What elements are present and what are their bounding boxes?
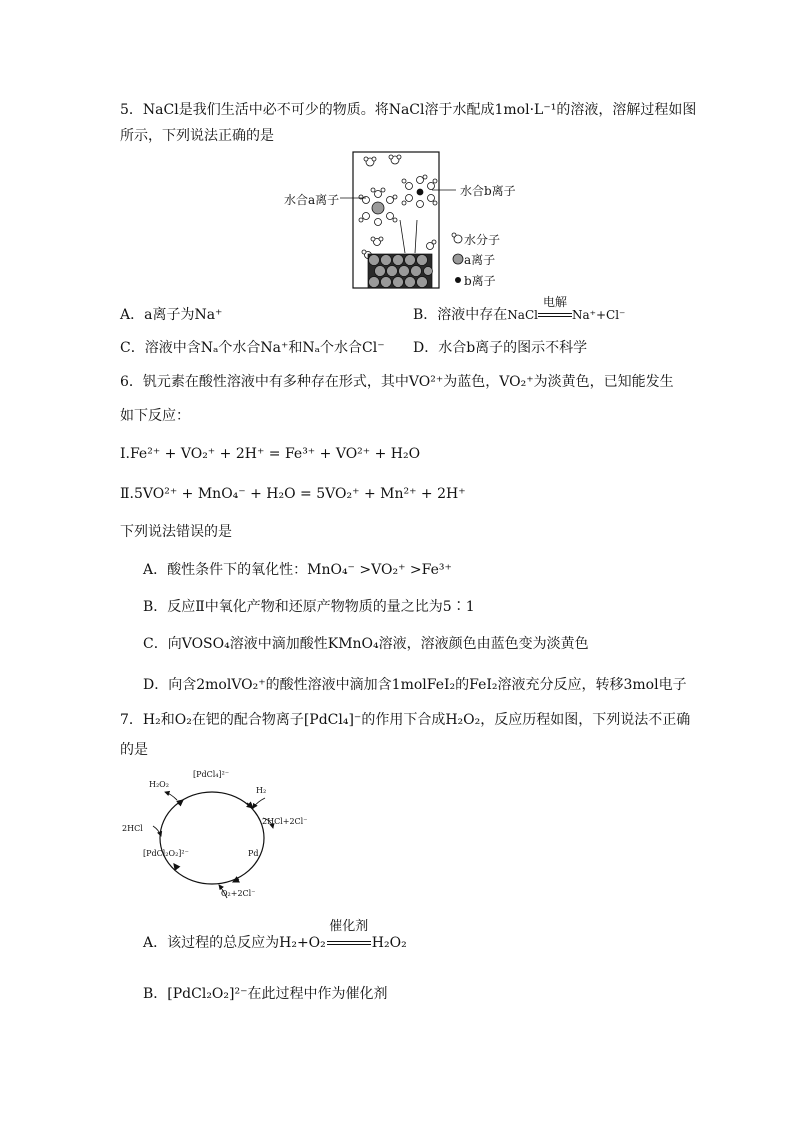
cycle-ring bbox=[160, 792, 264, 884]
q7-stem-line1: 7．H₂和O₂在钯的配合物离子[PdCl₄]⁻的作用下合成H₂O₂，反应历程如图，下列说法不正确 bbox=[120, 712, 691, 728]
legend-a-icon bbox=[453, 254, 463, 264]
q5-option-d: D．水合b离子的图示不科学 bbox=[413, 340, 588, 356]
q6-option-a: A．酸性条件下的氧化性：MnO₄⁻ >VO₂⁺ >Fe³⁺ bbox=[143, 562, 452, 578]
q7-eq-right: H₂O₂ bbox=[371, 935, 407, 951]
branch-h2-in bbox=[253, 798, 265, 808]
q6-reaction-2: Ⅱ.5VO²⁺ + MnO₄⁻ + H₂O = 5VO₂⁺ + Mn²⁺ + 2H⁺ bbox=[120, 486, 466, 502]
cycle-pd: Pd bbox=[248, 849, 259, 858]
q7-option-a bbox=[143, 919, 407, 953]
legend-b-icon bbox=[455, 277, 461, 283]
cycle-hcl-left: 2HCl bbox=[122, 824, 143, 833]
q5-eq-condition: 电解 bbox=[542, 295, 567, 309]
q7-eq-condition: 催化剂 bbox=[329, 919, 369, 934]
cycle-h2o2: H₂O₂ bbox=[149, 780, 169, 789]
q5-option-c: C．溶液中含Nₐ个水合Na⁺和Nₐ个水合Cl⁻ bbox=[120, 340, 385, 356]
legend-water-icon bbox=[452, 233, 462, 243]
q6-option-d: D．向含2molVO₂⁺的酸性溶液中滴加含1molFeI₂的FeI₂溶液充分反应，转移3mol电子 bbox=[143, 677, 687, 693]
q5-option-b-prefix: B．溶液中存在 bbox=[413, 307, 508, 323]
q5-option-b bbox=[413, 295, 626, 325]
q6-option-c: C．向VOSO₄溶液中滴加酸性KMnO₄溶液，溶液颜色由蓝色变为淡黄色 bbox=[143, 636, 589, 652]
q6-reaction-1: Ⅰ.Fe²⁺ + VO₂⁺ + 2H⁺ = Fe³⁺ + VO²⁺ + H₂O bbox=[120, 446, 421, 462]
q5-eq-left: NaCl bbox=[507, 308, 538, 322]
q6-stem-line2: 如下反应： bbox=[120, 408, 190, 424]
q6-stem-line1: 6．钒元素在酸性溶液中有多种存在形式，其中VO²⁺为蓝色，VO₂⁺为淡黄色，已知能发生 bbox=[120, 374, 674, 390]
q6-question: 下列说法错误的是 bbox=[120, 524, 232, 540]
legend-water: 水分子 bbox=[464, 233, 501, 247]
ring-arrow-bottom-left bbox=[174, 864, 177, 868]
crystal-lattice bbox=[368, 254, 433, 288]
cycle-hcl-right: 2HCl+2Cl⁻ bbox=[262, 817, 308, 826]
catalytic-cycle-diagram bbox=[115, 768, 330, 903]
q7-option-b: B．[PdCl₂O₂]²⁻在此过程中作为催化剂 bbox=[143, 986, 388, 1002]
label-hydrated-b: 水合b离子 bbox=[460, 184, 516, 198]
cycle-pdcl4: [PdCl₄]²⁻ bbox=[193, 770, 230, 779]
q7-eq-left: H₂+O₂ bbox=[279, 935, 326, 951]
branch-h2o2-out bbox=[165, 792, 177, 800]
label-hydrated-a: 水合a离子 bbox=[284, 193, 340, 207]
cycle-pdcl2o2: [PdCl₂O₂]²⁻ bbox=[143, 849, 189, 858]
q5-eq-right: Na⁺+Cl⁻ bbox=[571, 308, 626, 322]
electrolysis-arrow bbox=[538, 295, 572, 325]
legend-b: b离子 bbox=[464, 274, 496, 288]
q6-option-b: B．反应Ⅱ中氧化产物和还原产物物质的量之比为5∶1 bbox=[143, 599, 475, 615]
catalyst-arrow bbox=[327, 919, 371, 953]
cycle-h2: H₂ bbox=[256, 786, 267, 795]
q7-option-a-prefix: A．该过程的总反应为 bbox=[143, 935, 280, 951]
legend-a: a离子 bbox=[464, 253, 496, 267]
cycle-o2: O₂+2Cl⁻ bbox=[221, 889, 256, 898]
q5-stem-line2: 所示，下列说法正确的是 bbox=[120, 128, 274, 144]
q5-stem-line1: 5．NaCl是我们生活中必不可少的物质。将NaCl溶于水配成1mol·L⁻¹的溶液，溶解过程如图 bbox=[120, 102, 697, 118]
q5-option-a: A．a离子为Na⁺ bbox=[120, 307, 223, 323]
q7-stem-line2: 的是 bbox=[120, 742, 148, 758]
